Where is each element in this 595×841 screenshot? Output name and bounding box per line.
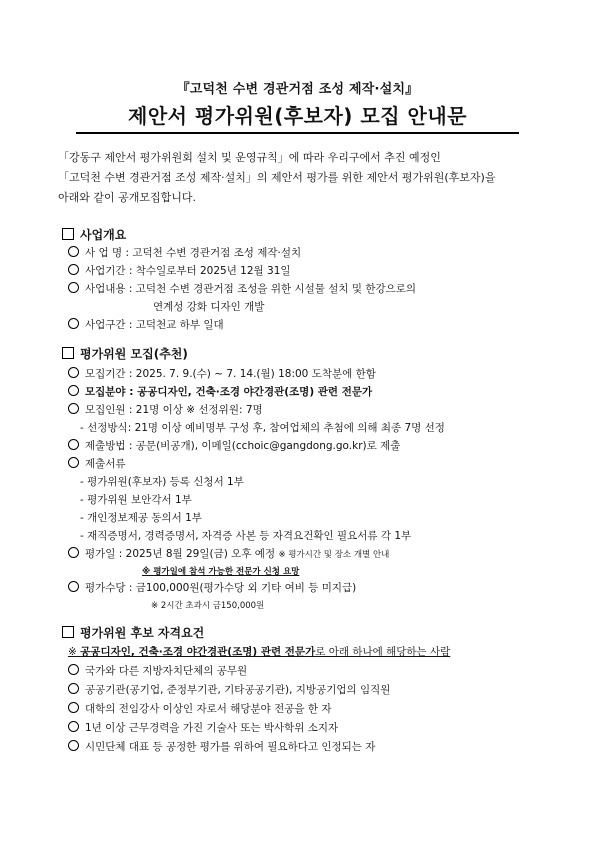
- intro-line: 「강동구 제안서 평가위원회 설치 및 운영규칙」에 따라 우리구에서 추진 예정인: [58, 151, 441, 164]
- document-list-item: - 평가위원 보안각서 1부: [80, 494, 192, 506]
- circle-bullet-icon: [68, 403, 79, 414]
- overview-item: 사업구간 : 고덕천교 하부 일대: [68, 317, 224, 333]
- circle-bullet-icon: [68, 385, 79, 396]
- document-list-item: - 평가위원(후보자) 등록 신청서 1부: [80, 476, 244, 488]
- qualification-note: ※ 공공디자인, 건축·조경 야간경관(조명) 관련 전문가로 아래 하나에 해당하는 사람: [68, 646, 451, 658]
- square-bullet-icon: [62, 626, 74, 638]
- recruit-item: 모집기간 : 2025. 7. 9.(수) ~ 7. 14.(월) 18:00 도착분에 한함: [68, 366, 376, 382]
- intro-line: 아래와 같이 공개모집합니다.: [58, 191, 197, 204]
- circle-bullet-icon: [68, 246, 79, 257]
- circle-bullet-icon: [68, 264, 79, 275]
- circle-bullet-icon: [68, 740, 79, 751]
- section-heading-recruitment: 평가위원 모집(추천): [62, 345, 188, 362]
- evaluation-note: ※ 평가시간 및 장소 개별 안내: [278, 550, 390, 560]
- circle-bullet-icon: [68, 721, 79, 732]
- section-heading-qualifications: 평가위원 후보 자격요건: [62, 624, 204, 641]
- square-bullet-icon: [62, 228, 74, 240]
- circle-bullet-icon: [68, 547, 79, 558]
- intro-line: 「고덕천 수변 경관거점 조성 제작·설치」의 제안서 평가를 위한 제안서 평가위원(후보자)을: [58, 171, 496, 184]
- qualification-item: 국가와 다른 지방자치단체의 공무원: [68, 663, 247, 679]
- circle-bullet-icon: [68, 457, 79, 468]
- document-title: 제안서 평가위원(후보자) 모집 안내문: [128, 104, 467, 128]
- evaluation-request-note: ※ 평가일에 참석 가능한 전문가 신청 요망: [142, 567, 300, 577]
- qualification-item: 1년 이상 근무경력을 가진 기술사 또는 박사학위 소지자: [68, 720, 338, 736]
- circle-bullet-icon: [68, 318, 79, 329]
- qualification-item: 시민단체 대표 등 공정한 평가를 위하여 필요하다고 인정되는 자: [68, 739, 375, 755]
- circle-bullet-icon: [68, 664, 79, 675]
- recruit-field-item: 모집분야 : 공공디자인, 건축·조경 야간경관(조명) 관련 전문가: [68, 384, 372, 400]
- intro-paragraph: [58, 148, 548, 208]
- overview-item-continued: 연계성 강화 디자인 개발: [153, 301, 265, 313]
- circle-bullet-icon: [68, 702, 79, 713]
- selection-method: - 선정방식: 21명 이상 예비명부 구성 후, 참여업체의 추첨에 의해 최종 7명 선정: [80, 422, 445, 434]
- document-list-item: - 개인정보제공 동의서 1부: [80, 512, 202, 524]
- circle-bullet-icon: [68, 683, 79, 694]
- overview-item: 사업기간 : 착수일로부터 2025년 12월 31일: [68, 263, 291, 279]
- section-heading-overview: 사업개요: [62, 226, 126, 243]
- qualification-item: 공공기관(공기업, 준정부기관, 기타공공기관), 지방공기업의 임직원: [68, 682, 390, 698]
- document-subtitle: 『고덕천 수변 경관거점 조성 제작·설치』: [176, 82, 419, 97]
- title-underline: [76, 132, 519, 134]
- recruit-item: 평가일 : 2025년 8월 29일(금) 오후 예정 ※ 평가시간 및 장소 개별 안내: [68, 546, 389, 563]
- recruit-item: 모집인원 : 21명 이상 ※ 선정위원: 7명: [68, 402, 263, 418]
- qualification-item: 대학의 전임강사 이상인 자로서 해당분야 전공을 한 자: [68, 701, 332, 717]
- allowance-note: ※ 2시간 초과시 금150,000원: [151, 601, 265, 611]
- circle-bullet-icon: [68, 439, 79, 450]
- square-bullet-icon: [62, 347, 74, 359]
- circle-bullet-icon: [68, 367, 79, 378]
- overview-item: 사 업 명 : 고덕천 수변 경관거점 조성 제작·설치: [68, 245, 301, 261]
- document-list-item: - 재직증명서, 경력증명서, 자격증 사본 등 자격요건확인 필요서류 각 1부: [80, 530, 412, 542]
- recruit-item: 평가수당 : 금100,000원(평가수당 외 기타 여비 등 미지급): [68, 580, 356, 596]
- recruit-item: 제출서류: [68, 456, 126, 472]
- circle-bullet-icon: [68, 282, 79, 293]
- recruit-item: 제출방법 : 공문(비공개), 이메일(cchoic@gangdong.go.kr)로 제출: [68, 438, 400, 454]
- overview-item: 사업내용 : 고덕천 수변 경관거점 조성을 위한 시설물 설치 및 한강으로의: [68, 281, 416, 297]
- circle-bullet-icon: [68, 581, 79, 592]
